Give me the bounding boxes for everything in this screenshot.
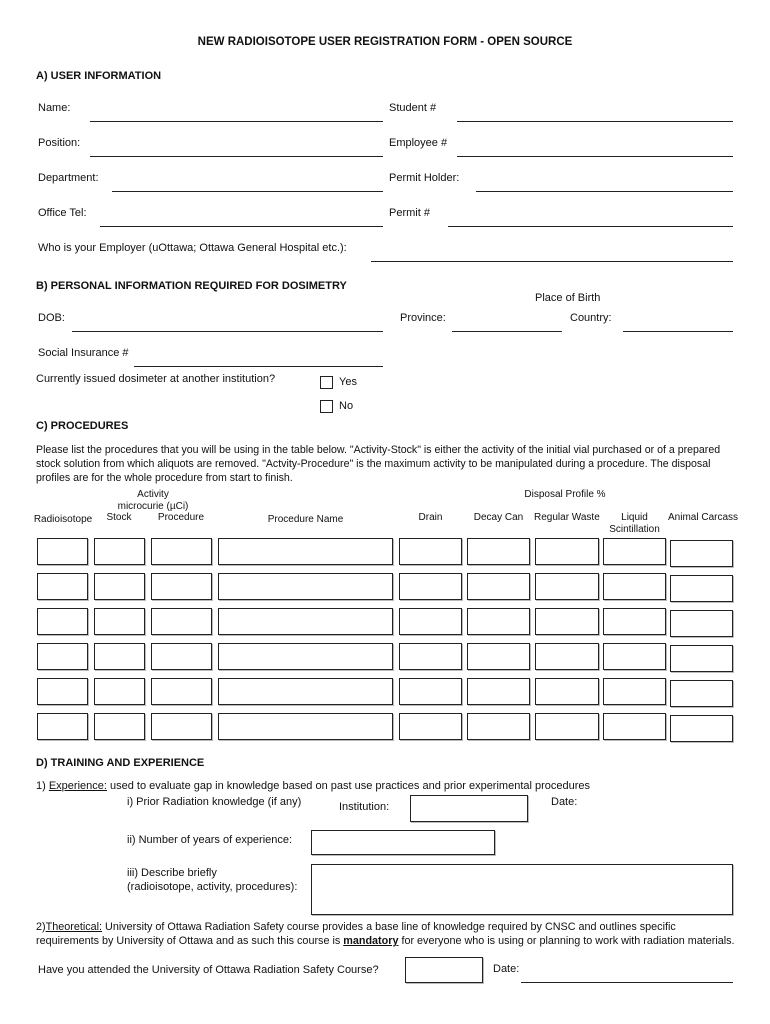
cell-procedure-name[interactable] xyxy=(218,538,393,565)
cell-regular-waste[interactable] xyxy=(535,573,599,600)
country-label: Country: xyxy=(570,312,612,324)
dob-label: DOB: xyxy=(38,312,65,324)
attended-date-field[interactable] xyxy=(521,982,733,983)
theoretical-label: Theoretical: xyxy=(45,921,103,933)
cell-drain[interactable] xyxy=(399,538,462,565)
procedures-description: Please list the procedures that you will be using in the table below. "Activity-Stock" is either the activity of the initial vial purchased or of a prepared stock solution from which aliquots are removed. "Actvity-Procedure" is the maximum activity to be manipulated during a procedure. The disposal profiles are for the whole procedure from start to finish. xyxy=(36,444,721,484)
section-b-heading: B) PERSONAL INFORMATION REQUIRED FOR DOSIMETRY xyxy=(36,280,347,292)
department-field[interactable] xyxy=(112,191,383,192)
position-field[interactable] xyxy=(90,156,383,157)
cell-stock[interactable] xyxy=(94,678,145,705)
cell-procedure-name[interactable] xyxy=(218,573,393,600)
cell-regular-waste[interactable] xyxy=(535,608,599,635)
cell-liquid-scintillation[interactable] xyxy=(603,678,666,705)
cell-stock[interactable] xyxy=(94,573,145,600)
col-animal-carcass: Animal Carcass xyxy=(668,512,739,523)
cell-animal-carcass[interactable] xyxy=(670,540,733,567)
microcurie-header: microcurie (µCi) xyxy=(117,501,189,512)
no-label: No xyxy=(339,400,354,412)
experience-label: Experience: xyxy=(48,780,107,792)
cell-procedure[interactable] xyxy=(151,538,212,565)
date2-label: Date: xyxy=(493,963,520,975)
col-procedure: Procedure xyxy=(157,512,205,523)
yes-label: Yes xyxy=(339,376,357,388)
department-label: Department: xyxy=(38,172,99,184)
cell-regular-waste[interactable] xyxy=(535,538,599,565)
cell-procedure[interactable] xyxy=(151,608,212,635)
cell-decay-can[interactable] xyxy=(467,608,530,635)
cell-stock[interactable] xyxy=(94,608,145,635)
cell-drain[interactable] xyxy=(399,678,462,705)
employer-label: Who is your Employer (uOttawa; Ottawa General Hospital etc.): xyxy=(38,242,347,254)
permit-holder-field[interactable] xyxy=(476,191,733,192)
cell-radioisotope[interactable] xyxy=(37,713,88,740)
cell-decay-can[interactable] xyxy=(467,573,530,600)
col-regular-waste: Regular Waste xyxy=(534,512,600,523)
cell-liquid-scintillation[interactable] xyxy=(603,573,666,600)
cell-drain[interactable] xyxy=(399,643,462,670)
cell-liquid-scintillation[interactable] xyxy=(603,608,666,635)
employee-field[interactable] xyxy=(457,156,733,157)
col-scintillation: Scintillation xyxy=(609,524,660,535)
student-field[interactable] xyxy=(457,121,733,122)
place-of-birth-label: Place of Birth xyxy=(535,292,601,304)
col-stock: Stock xyxy=(106,512,132,523)
cell-decay-can[interactable] xyxy=(467,538,530,565)
col-drain: Drain xyxy=(418,512,443,523)
activity-header: Activity xyxy=(137,489,169,500)
section-d-heading: D) TRAINING AND EXPERIENCE xyxy=(36,757,205,769)
section-a-heading: A) USER INFORMATION xyxy=(36,70,162,82)
col-procedure-name: Procedure Name xyxy=(267,514,344,525)
institution-input[interactable] xyxy=(410,795,528,822)
no-checkbox[interactable] xyxy=(320,400,333,413)
name-label: Name: xyxy=(38,102,71,114)
years-label: ii) Number of years of experience: xyxy=(127,834,293,846)
date-label: Date: xyxy=(551,796,578,808)
cell-regular-waste[interactable] xyxy=(535,713,599,740)
cell-liquid-scintillation[interactable] xyxy=(603,713,666,740)
theoretical-paragraph: 2)Theoretical: University of Ottawa Radiation Safety course provides a base line of knowledge required by CNSC and outlines specific requirements by University of Ottawa and as such this course is mandatory for everyone who is using or planning to work with radiation materials. xyxy=(36,921,735,947)
experience-line: 1) Experience: used to evaluate gap in knowledge based on past use practices and prior experimental procedures xyxy=(36,780,591,792)
cell-stock[interactable] xyxy=(94,643,145,670)
cell-radioisotope[interactable] xyxy=(37,678,88,705)
describe-label-2: (radioisotope, activity, procedures): xyxy=(127,881,298,893)
cell-animal-carcass[interactable] xyxy=(670,715,733,742)
office-tel-field[interactable] xyxy=(100,226,383,227)
employee-label: Employee # xyxy=(389,137,448,149)
cell-procedure-name[interactable] xyxy=(218,678,393,705)
permit-holder-label: Permit Holder: xyxy=(389,172,460,184)
cell-animal-carcass[interactable] xyxy=(670,645,733,672)
section-c-heading: C) PROCEDURES xyxy=(36,420,129,432)
cell-procedure[interactable] xyxy=(151,713,212,740)
dob-field[interactable] xyxy=(72,331,383,332)
cell-procedure[interactable] xyxy=(151,643,212,670)
office-tel-label: Office Tel: xyxy=(38,207,87,219)
cell-liquid-scintillation[interactable] xyxy=(603,538,666,565)
cell-regular-waste[interactable] xyxy=(535,643,599,670)
cell-procedure[interactable] xyxy=(151,678,212,705)
cell-drain[interactable] xyxy=(399,608,462,635)
cell-decay-can[interactable] xyxy=(467,678,530,705)
sin-label: Social Insurance # xyxy=(38,347,129,359)
employer-field[interactable] xyxy=(371,261,733,262)
province-label: Province: xyxy=(400,312,446,324)
name-field[interactable] xyxy=(90,121,383,122)
col-radioisotope: Radioisotope xyxy=(33,514,93,525)
cell-radioisotope[interactable] xyxy=(37,573,88,600)
permit-field[interactable] xyxy=(448,226,733,227)
col-liquid: Liquid xyxy=(621,512,648,523)
attended-question: Have you attended the University of Ottawa Radiation Safety Course? xyxy=(38,964,379,976)
country-field[interactable] xyxy=(623,331,733,332)
disposal-header: Disposal Profile % xyxy=(524,489,606,500)
cell-decay-can[interactable] xyxy=(467,713,530,740)
cell-animal-carcass[interactable] xyxy=(670,610,733,637)
dosimeter-question: Currently issued dosimeter at another institution? xyxy=(36,373,276,385)
describe-label-1: iii) Describe briefly xyxy=(127,867,217,879)
cell-animal-carcass[interactable] xyxy=(670,575,733,602)
position-label: Position: xyxy=(38,137,81,149)
cell-drain[interactable] xyxy=(399,573,462,600)
cell-radioisotope[interactable] xyxy=(37,643,88,670)
attended-input[interactable] xyxy=(405,957,483,983)
sin-field[interactable] xyxy=(134,366,383,367)
cell-stock[interactable] xyxy=(94,713,145,740)
yes-checkbox[interactable] xyxy=(320,376,333,389)
cell-procedure-name[interactable] xyxy=(218,608,393,635)
province-field[interactable] xyxy=(452,331,562,332)
page-title: NEW RADIOISOTOPE USER REGISTRATION FORM - OPEN SOURCE xyxy=(197,36,573,48)
student-label: Student # xyxy=(389,102,437,114)
cell-radioisotope[interactable] xyxy=(37,608,88,635)
years-input[interactable] xyxy=(311,830,495,855)
cell-decay-can[interactable] xyxy=(467,643,530,670)
cell-procedure-name[interactable] xyxy=(218,713,393,740)
permit-label: Permit # xyxy=(389,207,430,219)
cell-regular-waste[interactable] xyxy=(535,678,599,705)
cell-liquid-scintillation[interactable] xyxy=(603,643,666,670)
cell-drain[interactable] xyxy=(399,713,462,740)
describe-input[interactable] xyxy=(311,864,733,915)
col-decay-can: Decay Can xyxy=(473,512,524,523)
institution-label: Institution: xyxy=(339,801,390,813)
cell-procedure-name[interactable] xyxy=(218,643,393,670)
cell-animal-carcass[interactable] xyxy=(670,680,733,707)
cell-stock[interactable] xyxy=(94,538,145,565)
cell-radioisotope[interactable] xyxy=(37,538,88,565)
mandatory-text: mandatory xyxy=(343,935,399,947)
cell-procedure[interactable] xyxy=(151,573,212,600)
prior-knowledge-label: i) Prior Radiation knowledge (if any) xyxy=(127,796,302,808)
